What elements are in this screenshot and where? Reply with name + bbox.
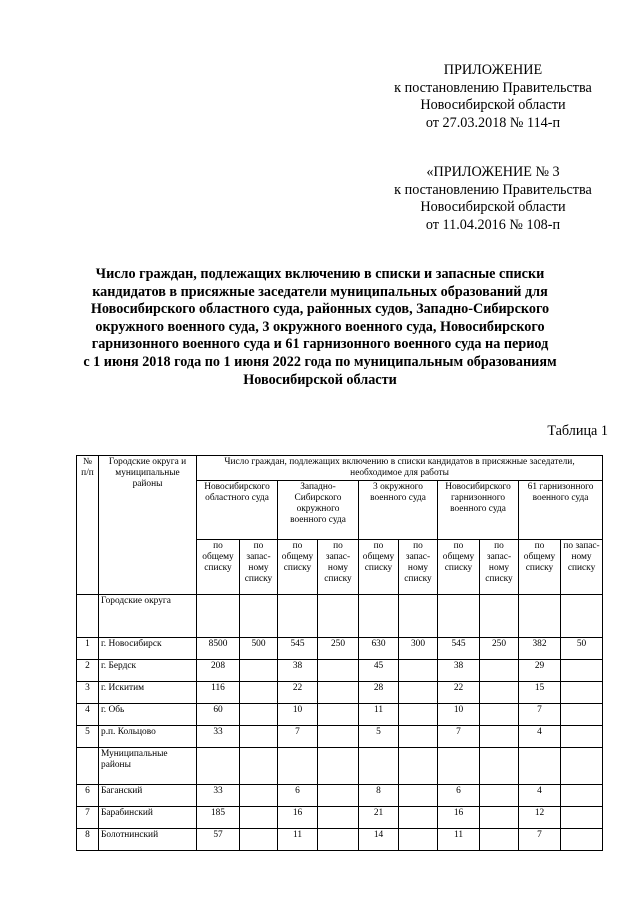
title-line: кандидатов в присяжные заседатели муниципальных образований для: [92, 283, 548, 300]
header-court: Западно-Сибирского окружного военного суда: [278, 481, 359, 540]
row-number: 6: [77, 785, 99, 807]
row-number: 3: [77, 682, 99, 704]
header-court: 61 гарнизонного военного суда: [519, 481, 603, 540]
table-row: [77, 726, 603, 748]
table-row: [77, 829, 603, 851]
table-row: [77, 660, 603, 682]
title-line: с 1 июня 2018 года по 1 июня 2022 года по муниципальным образованиям: [83, 353, 557, 370]
appendix-label: ПРИЛОЖЕНИЕ: [443, 62, 543, 78]
title-line: Новосибирского областного суда, районных судов, Западно-Сибирского: [90, 301, 550, 318]
general-list-value: 22: [278, 682, 318, 704]
table-header-row: [77, 456, 603, 481]
reserve-list-value: [240, 807, 278, 829]
header-reserve-list: по запас-ному списку: [561, 540, 603, 595]
reserve-list-value: [480, 682, 519, 704]
general-list-value: 11: [438, 829, 480, 851]
reserve-list-value: 500: [240, 638, 278, 660]
group-row-urban: [77, 595, 603, 638]
appendix-resolution: к постановлению Правительства: [394, 79, 592, 96]
title-line: Число граждан, подлежащих включению в списки и запасные списки: [95, 266, 545, 282]
general-list-value: 116: [197, 682, 240, 704]
general-list-value: 382: [519, 638, 561, 660]
header-main: Число граждан, подлежащих включению в списки кандидатов в присяжные заседатели, необходимое для работы: [197, 456, 603, 481]
general-list-value: 7: [519, 704, 561, 726]
reserve-list-value: [240, 682, 278, 704]
reserve-list-value: [318, 682, 359, 704]
header-general-list: по общему списку: [197, 540, 240, 595]
row-number: 4: [77, 704, 99, 726]
title-line: гарнизонного военного суда и 61 гарнизонного военного суда на период: [91, 336, 549, 353]
reserve-list-value: [240, 704, 278, 726]
general-list-value: 14: [359, 829, 399, 851]
table-caption: Таблица 1: [547, 423, 608, 439]
reserve-list-value: 250: [318, 638, 359, 660]
reserve-list-value: [240, 660, 278, 682]
reserve-list-value: 50: [561, 638, 603, 660]
header-court: Новосибирского областного суда: [197, 481, 278, 540]
reserve-list-value: 300: [399, 638, 438, 660]
district-name: г. Обь: [99, 704, 197, 726]
general-list-value: 8500: [197, 638, 240, 660]
reserve-list-value: [561, 704, 603, 726]
reserve-list-value: [480, 807, 519, 829]
header-reserve-list: по запас-ному списку: [480, 540, 519, 595]
table-row: [77, 682, 603, 704]
general-list-value: 12: [519, 807, 561, 829]
reserve-list-value: [318, 660, 359, 682]
general-list-value: 38: [278, 660, 318, 682]
title-line: Новосибирской области: [243, 371, 397, 388]
district-name: Баганский: [99, 785, 197, 807]
header-general-list: по общему списку: [519, 540, 561, 595]
district-name: г. Искитим: [99, 682, 197, 704]
reserve-list-value: [318, 785, 359, 807]
row-number: 2: [77, 660, 99, 682]
reserve-list-value: [318, 726, 359, 748]
header-reserve-list: по запас-ному списку: [399, 540, 438, 595]
reserve-list-value: [561, 785, 603, 807]
general-list-value: 545: [278, 638, 318, 660]
title-line: окружного военного суда, 3 окружного военного суда, Новосибирского: [95, 318, 545, 335]
general-list-value: 28: [359, 682, 399, 704]
appendix-header: [378, 62, 608, 132]
group-label: Городские округа: [99, 595, 197, 638]
reserve-list-value: [480, 660, 519, 682]
reserve-list-value: [240, 726, 278, 748]
reserve-list-value: [399, 807, 438, 829]
table-row: [77, 704, 603, 726]
reserve-list-value: [480, 704, 519, 726]
header-general-list: по общему списку: [359, 540, 399, 595]
appendix-label: «ПРИЛОЖЕНИЕ № 3: [426, 164, 560, 180]
row-number: 8: [77, 829, 99, 851]
header-general-list: по общему списку: [278, 540, 318, 595]
general-list-value: 208: [197, 660, 240, 682]
header-number: № п/п: [77, 456, 99, 595]
general-list-value: 11: [278, 829, 318, 851]
candidates-table: [76, 455, 603, 851]
reserve-list-value: [561, 682, 603, 704]
general-list-value: 57: [197, 829, 240, 851]
reserve-list-value: [561, 726, 603, 748]
general-list-value: 6: [438, 785, 480, 807]
general-list-value: 38: [438, 660, 480, 682]
row-number: 7: [77, 807, 99, 829]
group-label: Муниципальные районы: [99, 748, 197, 785]
header-court: 3 окружного военного суда: [359, 481, 438, 540]
header-reserve-list: по запас-ному списку: [318, 540, 359, 595]
reserve-list-value: [561, 660, 603, 682]
general-list-value: 8: [359, 785, 399, 807]
reserve-list-value: [399, 829, 438, 851]
reserve-list-value: [399, 726, 438, 748]
header-court: Новосибирского гарнизонного военного суда: [438, 481, 519, 540]
general-list-value: 33: [197, 726, 240, 748]
appendix-date: от 27.03.2018 № 114-п: [425, 114, 561, 131]
general-list-value: 16: [278, 807, 318, 829]
reserve-list-value: [480, 726, 519, 748]
reserve-list-value: [318, 704, 359, 726]
general-list-value: 33: [197, 785, 240, 807]
district-name: Болотнинский: [99, 829, 197, 851]
general-list-value: 185: [197, 807, 240, 829]
reserve-list-value: [561, 807, 603, 829]
district-name: г. Новосибирск: [99, 638, 197, 660]
reserve-list-value: [399, 660, 438, 682]
general-list-value: 7: [438, 726, 480, 748]
general-list-value: 60: [197, 704, 240, 726]
reserve-list-value: [240, 785, 278, 807]
district-name: г. Бердск: [99, 660, 197, 682]
reserve-list-value: [318, 807, 359, 829]
appendix-3-header: [378, 164, 608, 234]
header-general-list: по общему списку: [438, 540, 480, 595]
appendix-resolution: к постановлению Правительства: [394, 181, 592, 198]
group-row-municipal: [77, 748, 603, 785]
general-list-value: 6: [278, 785, 318, 807]
reserve-list-value: 250: [480, 638, 519, 660]
general-list-value: 10: [438, 704, 480, 726]
reserve-list-value: [240, 829, 278, 851]
row-number: 1: [77, 638, 99, 660]
general-list-value: 45: [359, 660, 399, 682]
general-list-value: 4: [519, 726, 561, 748]
general-list-value: 21: [359, 807, 399, 829]
table-row: [77, 807, 603, 829]
row-number: 5: [77, 726, 99, 748]
reserve-list-value: [399, 785, 438, 807]
header-district: Городские округа и муниципальные районы: [99, 456, 197, 595]
district-name: Барабинский: [99, 807, 197, 829]
general-list-value: 630: [359, 638, 399, 660]
general-list-value: 5: [359, 726, 399, 748]
general-list-value: 7: [519, 829, 561, 851]
document-title: [40, 266, 600, 389]
header-reserve-list: по запас-ному списку: [240, 540, 278, 595]
reserve-list-value: [399, 682, 438, 704]
general-list-value: 11: [359, 704, 399, 726]
reserve-list-value: [399, 704, 438, 726]
reserve-list-value: [480, 785, 519, 807]
general-list-value: 29: [519, 660, 561, 682]
table-row: [77, 638, 603, 660]
general-list-value: 22: [438, 682, 480, 704]
reserve-list-value: [318, 829, 359, 851]
appendix-region: Новосибирской области: [420, 199, 566, 215]
general-list-value: 7: [278, 726, 318, 748]
reserve-list-value: [480, 829, 519, 851]
general-list-value: 16: [438, 807, 480, 829]
appendix-region: Новосибирской области: [420, 97, 566, 113]
reserve-list-value: [561, 829, 603, 851]
appendix-date: от 11.04.2016 № 108-п: [425, 216, 561, 233]
general-list-value: 10: [278, 704, 318, 726]
general-list-value: 15: [519, 682, 561, 704]
table-row: [77, 785, 603, 807]
general-list-value: 545: [438, 638, 480, 660]
general-list-value: 4: [519, 785, 561, 807]
district-name: р.п. Кольцово: [99, 726, 197, 748]
